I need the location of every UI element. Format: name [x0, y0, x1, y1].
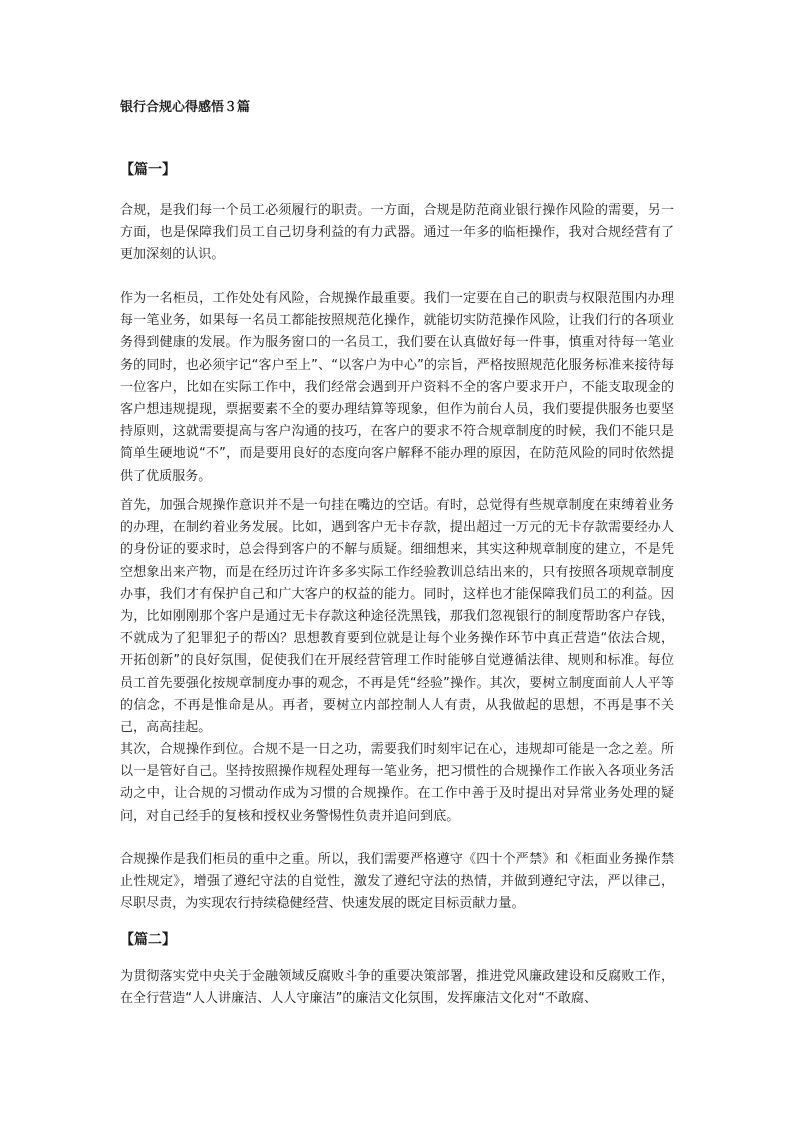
paragraph: 首先，加强合规操作意识并不是一句挂在嘴边的空话。有时，总觉得有些规章制度在束缚着业务的办理，在制约着业务发展。比如，遇到客户无卡存款，提出超过一万元的无卡存款需要经办人的身份证的要求时，总会得到客户的不解与质疑。细细想来，其实这种规章制度的建立，不是凭空想象出来产物，而是在经历过许许多多实际工作经验教训总结出来的，只有按照各项规章制度办事，我们才有保护自己和广大客户的权益的能力。同时，这样也才能保障我们员工的利益。因为，比如刚刚那个客户是通过无卡存款这种途径洗黑钱，那我们忽视银行的制度帮助客户存钱，不就成为了犯罪犯子的帮凶？思想教育要到位就是让每个业务操作环节中真正营造“依法合规，开拓创新”的良好氛围，促使我们在开展经营管理工作时能够自觉遵循法律、规则和标准。每位员工首先要强化按规章制度办事的观念，不再是凭“经验”操作。其次，要树立制度面前人人平等的信念，不再是惟命是从。再者，要树立内部控制人人有责，从我做起的思想，不再是事不关己，高高挂起。: [120, 498, 674, 736]
paragraph: 作为一名柜员，工作处处有风险，合规操作最重要。我们一定要在自己的职责与权限范围内办理每一笔业务，如果每一名员工都能按照规范化操作，就能切实防范操作风险，让我们行的各项业务得到健康的发展。作为服务窗口的一名员工，我们要在认真做好每一件事，慎重对待每一笔业务的同时，也必须宇记“客户至上”、“以客户为中心”的宗旨，严格按照规范化服务标准来接待每一位客户，比如在实际工作中，我们经常会遇到开户资料不全的客户要求开户，不能支取现金的客户想违规提现，票据要素不全的要办理结算等现象，但作为前台人员，我们要提供服务也要坚持原则，这就需要提高与客户沟通的技巧，在客户的要求不符合规章制度的时候，我们不能只是简单生硬地说“不”，而是要用良好的态度向客户解释不能办理的原因，在防范风险的同时依然提供了优质服务。: [120, 291, 674, 484]
paragraph: 其次，合规操作到位。合规不是一日之功，需要我们时刻牢记在心，违规却可能是一念之差。所以一是管好自己。坚持按照操作规程处理每一笔业务，把习惯性的合规操作工作嵌入各项业务活动之中，让合规的习惯动作成为习惯的合规操作。在工作中善于及时提出对异常业务处理的疑问，对自己经手的复核和授权业务警惕性负责并追问到底。: [120, 742, 674, 824]
paragraph: 合规，是我们每一个员工必须履行的职责。一方面，合规是防范商业银行操作风险的需要，另一方面，也是保障我们员工自己切身利益的有力武器。通过一年多的临柜操作，我对合规经营有了更加深刻的认识。: [120, 203, 674, 263]
document-title: 银行合规心得感悟３篇: [120, 100, 251, 115]
paragraph: 为贯彻落实党中央关于金融领域反腐败斗争的重要决策部署，推进党风廉政建设和反腐败工作，在全行营造“人人讲廉洁、人人守廉洁”的廉洁文化氛围，发挥廉洁文化对“不敢腐、: [120, 969, 674, 1007]
paragraph: 合规操作是我们柜员的重中之重。所以，我们需要严格遵守《四十个严禁》和《柜面业务操作禁止性规定》，增强了遵纪守法的自觉性，激发了遵纪守法的热情，并做到遵纪守法，严以律己，尽职尽责，为实现农行持续稳健经营、快速发展的既定目标贡献力量。: [120, 852, 674, 912]
section-heading-2: 【篇二】: [120, 932, 176, 948]
section-heading-1: 【篇一】: [120, 162, 176, 178]
